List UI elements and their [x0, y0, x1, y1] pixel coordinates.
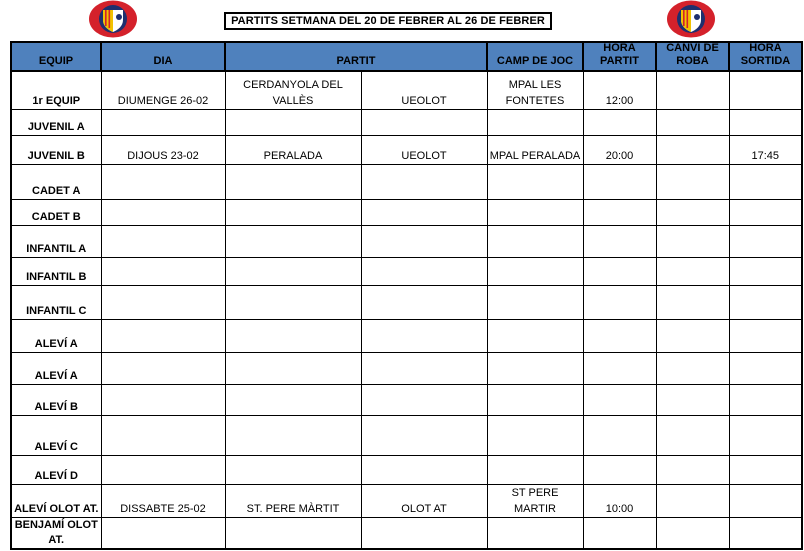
- table-row: [11, 285, 802, 319]
- cell-local: [225, 455, 361, 484]
- cell-hora: [583, 415, 656, 455]
- cell-visitant: [361, 517, 487, 549]
- cell-dia: DISSABTE 25-02: [101, 484, 225, 517]
- cell-equip: 1r EQUIP: [11, 71, 101, 109]
- cell-local: [225, 285, 361, 319]
- cell-canvi: [656, 319, 729, 352]
- cell-local: [225, 199, 361, 225]
- cell-local: PERALADA: [225, 135, 361, 164]
- cell-hora: 12:00: [583, 71, 656, 109]
- cell-dia: [101, 285, 225, 319]
- cell-dia: [101, 199, 225, 225]
- cell-hora: [583, 109, 656, 135]
- cell-dia: [101, 352, 225, 384]
- cell-canvi: [656, 285, 729, 319]
- cell-hora: 20:00: [583, 135, 656, 164]
- cell-canvi: [656, 109, 729, 135]
- cell-visitant: [361, 352, 487, 384]
- cell-hora: [583, 352, 656, 384]
- cell-local: [225, 517, 361, 549]
- cell-canvi: [656, 135, 729, 164]
- page-title: PARTITS SETMANA DEL 20 DE FEBRER AL 26 DE FEBRER: [224, 12, 552, 30]
- cell-local: [225, 384, 361, 415]
- cell-equip: ALEVÍ C: [11, 415, 101, 455]
- cell-camp: [487, 285, 583, 319]
- table-row: [11, 135, 802, 164]
- cell-camp: [487, 455, 583, 484]
- cell-visitant: [361, 164, 487, 199]
- cell-visitant: [361, 257, 487, 285]
- cell-camp: [487, 225, 583, 257]
- cell-sortida: [729, 319, 802, 352]
- cell-hora: [583, 164, 656, 199]
- cell-equip: INFANTIL C: [11, 285, 101, 319]
- cell-equip: CADET B: [11, 199, 101, 225]
- table-row: [11, 384, 802, 415]
- club-crest-logo-left: [86, 0, 140, 38]
- header-canvi-de-roba: CANVI DE ROBA: [656, 42, 729, 71]
- cell-hora: [583, 199, 656, 225]
- cell-dia: [101, 517, 225, 549]
- cell-camp: [487, 109, 583, 135]
- cell-local: [225, 415, 361, 455]
- cell-camp: ST PERE MARTIR: [487, 484, 583, 517]
- table-row: [11, 455, 802, 484]
- cell-local: [225, 109, 361, 135]
- cell-dia: [101, 455, 225, 484]
- table-row: [11, 199, 802, 225]
- cell-camp: MPAL LES FONTETES: [487, 71, 583, 109]
- cell-hora: [583, 225, 656, 257]
- cell-sortida: [729, 109, 802, 135]
- cell-sortida: [729, 199, 802, 225]
- table-row: [11, 164, 802, 199]
- cell-local: [225, 257, 361, 285]
- cell-visitant: [361, 319, 487, 352]
- cell-camp: [487, 384, 583, 415]
- cell-equip: ALEVÍ OLOT AT.: [11, 484, 101, 517]
- table-row: [11, 415, 802, 455]
- cell-sortida: [729, 384, 802, 415]
- cell-hora: 10:00: [583, 484, 656, 517]
- cell-dia: [101, 257, 225, 285]
- header-dia: DIA: [101, 42, 225, 71]
- cell-camp: [487, 199, 583, 225]
- table-row: [11, 109, 802, 135]
- cell-camp: [487, 517, 583, 549]
- cell-local: ST. PERE MÀRTIT: [225, 484, 361, 517]
- header-hora-sortida: HORA SORTIDA: [729, 42, 802, 71]
- cell-equip: BENJAMÍ OLOT AT.: [11, 517, 101, 549]
- cell-dia: [101, 109, 225, 135]
- cell-hora: [583, 455, 656, 484]
- header-partit: PARTIT: [225, 42, 487, 71]
- cell-visitant: UEOLOT: [361, 71, 487, 109]
- cell-local: CERDANYOLA DEL VALLÈS: [225, 71, 361, 109]
- schedule-table: [10, 41, 803, 550]
- table-row: [11, 517, 802, 549]
- cell-hora: [583, 257, 656, 285]
- cell-equip: CADET A: [11, 164, 101, 199]
- cell-canvi: [656, 384, 729, 415]
- cell-dia: [101, 164, 225, 199]
- cell-visitant: [361, 225, 487, 257]
- cell-dia: DIUMENGE 26-02: [101, 71, 225, 109]
- cell-local: [225, 164, 361, 199]
- header-camp-de-joc: CAMP DE JOC: [487, 42, 583, 71]
- cell-dia: [101, 225, 225, 257]
- cell-equip: ALEVÍ D: [11, 455, 101, 484]
- cell-canvi: [656, 517, 729, 549]
- cell-canvi: [656, 225, 729, 257]
- cell-visitant: OLOT AT: [361, 484, 487, 517]
- cell-canvi: [656, 164, 729, 199]
- cell-sortida: [729, 285, 802, 319]
- cell-canvi: [656, 415, 729, 455]
- cell-visitant: [361, 285, 487, 319]
- cell-camp: [487, 257, 583, 285]
- table-header-row: [11, 42, 802, 71]
- cell-equip: ALEVÍ A: [11, 352, 101, 384]
- table-row: [11, 225, 802, 257]
- cell-visitant: UEOLOT: [361, 135, 487, 164]
- cell-sortida: [729, 71, 802, 109]
- cell-visitant: [361, 384, 487, 415]
- table-row: [11, 257, 802, 285]
- cell-local: [225, 352, 361, 384]
- cell-visitant: [361, 455, 487, 484]
- cell-visitant: [361, 199, 487, 225]
- cell-hora: [583, 319, 656, 352]
- cell-canvi: [656, 71, 729, 109]
- cell-equip: INFANTIL B: [11, 257, 101, 285]
- cell-camp: MPAL PERALADA: [487, 135, 583, 164]
- cell-dia: [101, 319, 225, 352]
- club-crest-logo-right: [664, 0, 718, 38]
- cell-hora: [583, 517, 656, 549]
- cell-hora: [583, 384, 656, 415]
- cell-canvi: [656, 257, 729, 285]
- cell-dia: [101, 384, 225, 415]
- cell-canvi: [656, 455, 729, 484]
- cell-equip: JUVENIL B: [11, 135, 101, 164]
- cell-visitant: [361, 109, 487, 135]
- cell-camp: [487, 319, 583, 352]
- cell-local: [225, 225, 361, 257]
- cell-dia: DIJOUS 23-02: [101, 135, 225, 164]
- cell-camp: [487, 352, 583, 384]
- cell-canvi: [656, 352, 729, 384]
- cell-hora: [583, 285, 656, 319]
- cell-sortida: [729, 225, 802, 257]
- table-row: [11, 319, 802, 352]
- table-row: [11, 352, 802, 384]
- cell-equip: ALEVÍ A: [11, 319, 101, 352]
- cell-camp: [487, 415, 583, 455]
- header-hora-partit: HORA PARTIT: [583, 42, 656, 71]
- cell-dia: [101, 415, 225, 455]
- cell-canvi: [656, 484, 729, 517]
- cell-equip: ALEVÍ B: [11, 384, 101, 415]
- cell-equip: INFANTIL A: [11, 225, 101, 257]
- table-row: [11, 484, 802, 517]
- cell-sortida: [729, 484, 802, 517]
- cell-sortida: 17:45: [729, 135, 802, 164]
- header-equip: EQUIP: [11, 42, 101, 71]
- cell-visitant: [361, 415, 487, 455]
- cell-canvi: [656, 199, 729, 225]
- cell-sortida: [729, 517, 802, 549]
- cell-sortida: [729, 164, 802, 199]
- cell-camp: [487, 164, 583, 199]
- table-row: [11, 71, 802, 109]
- cell-equip: JUVENIL A: [11, 109, 101, 135]
- cell-sortida: [729, 415, 802, 455]
- cell-sortida: [729, 257, 802, 285]
- cell-sortida: [729, 352, 802, 384]
- cell-sortida: [729, 455, 802, 484]
- cell-local: [225, 319, 361, 352]
